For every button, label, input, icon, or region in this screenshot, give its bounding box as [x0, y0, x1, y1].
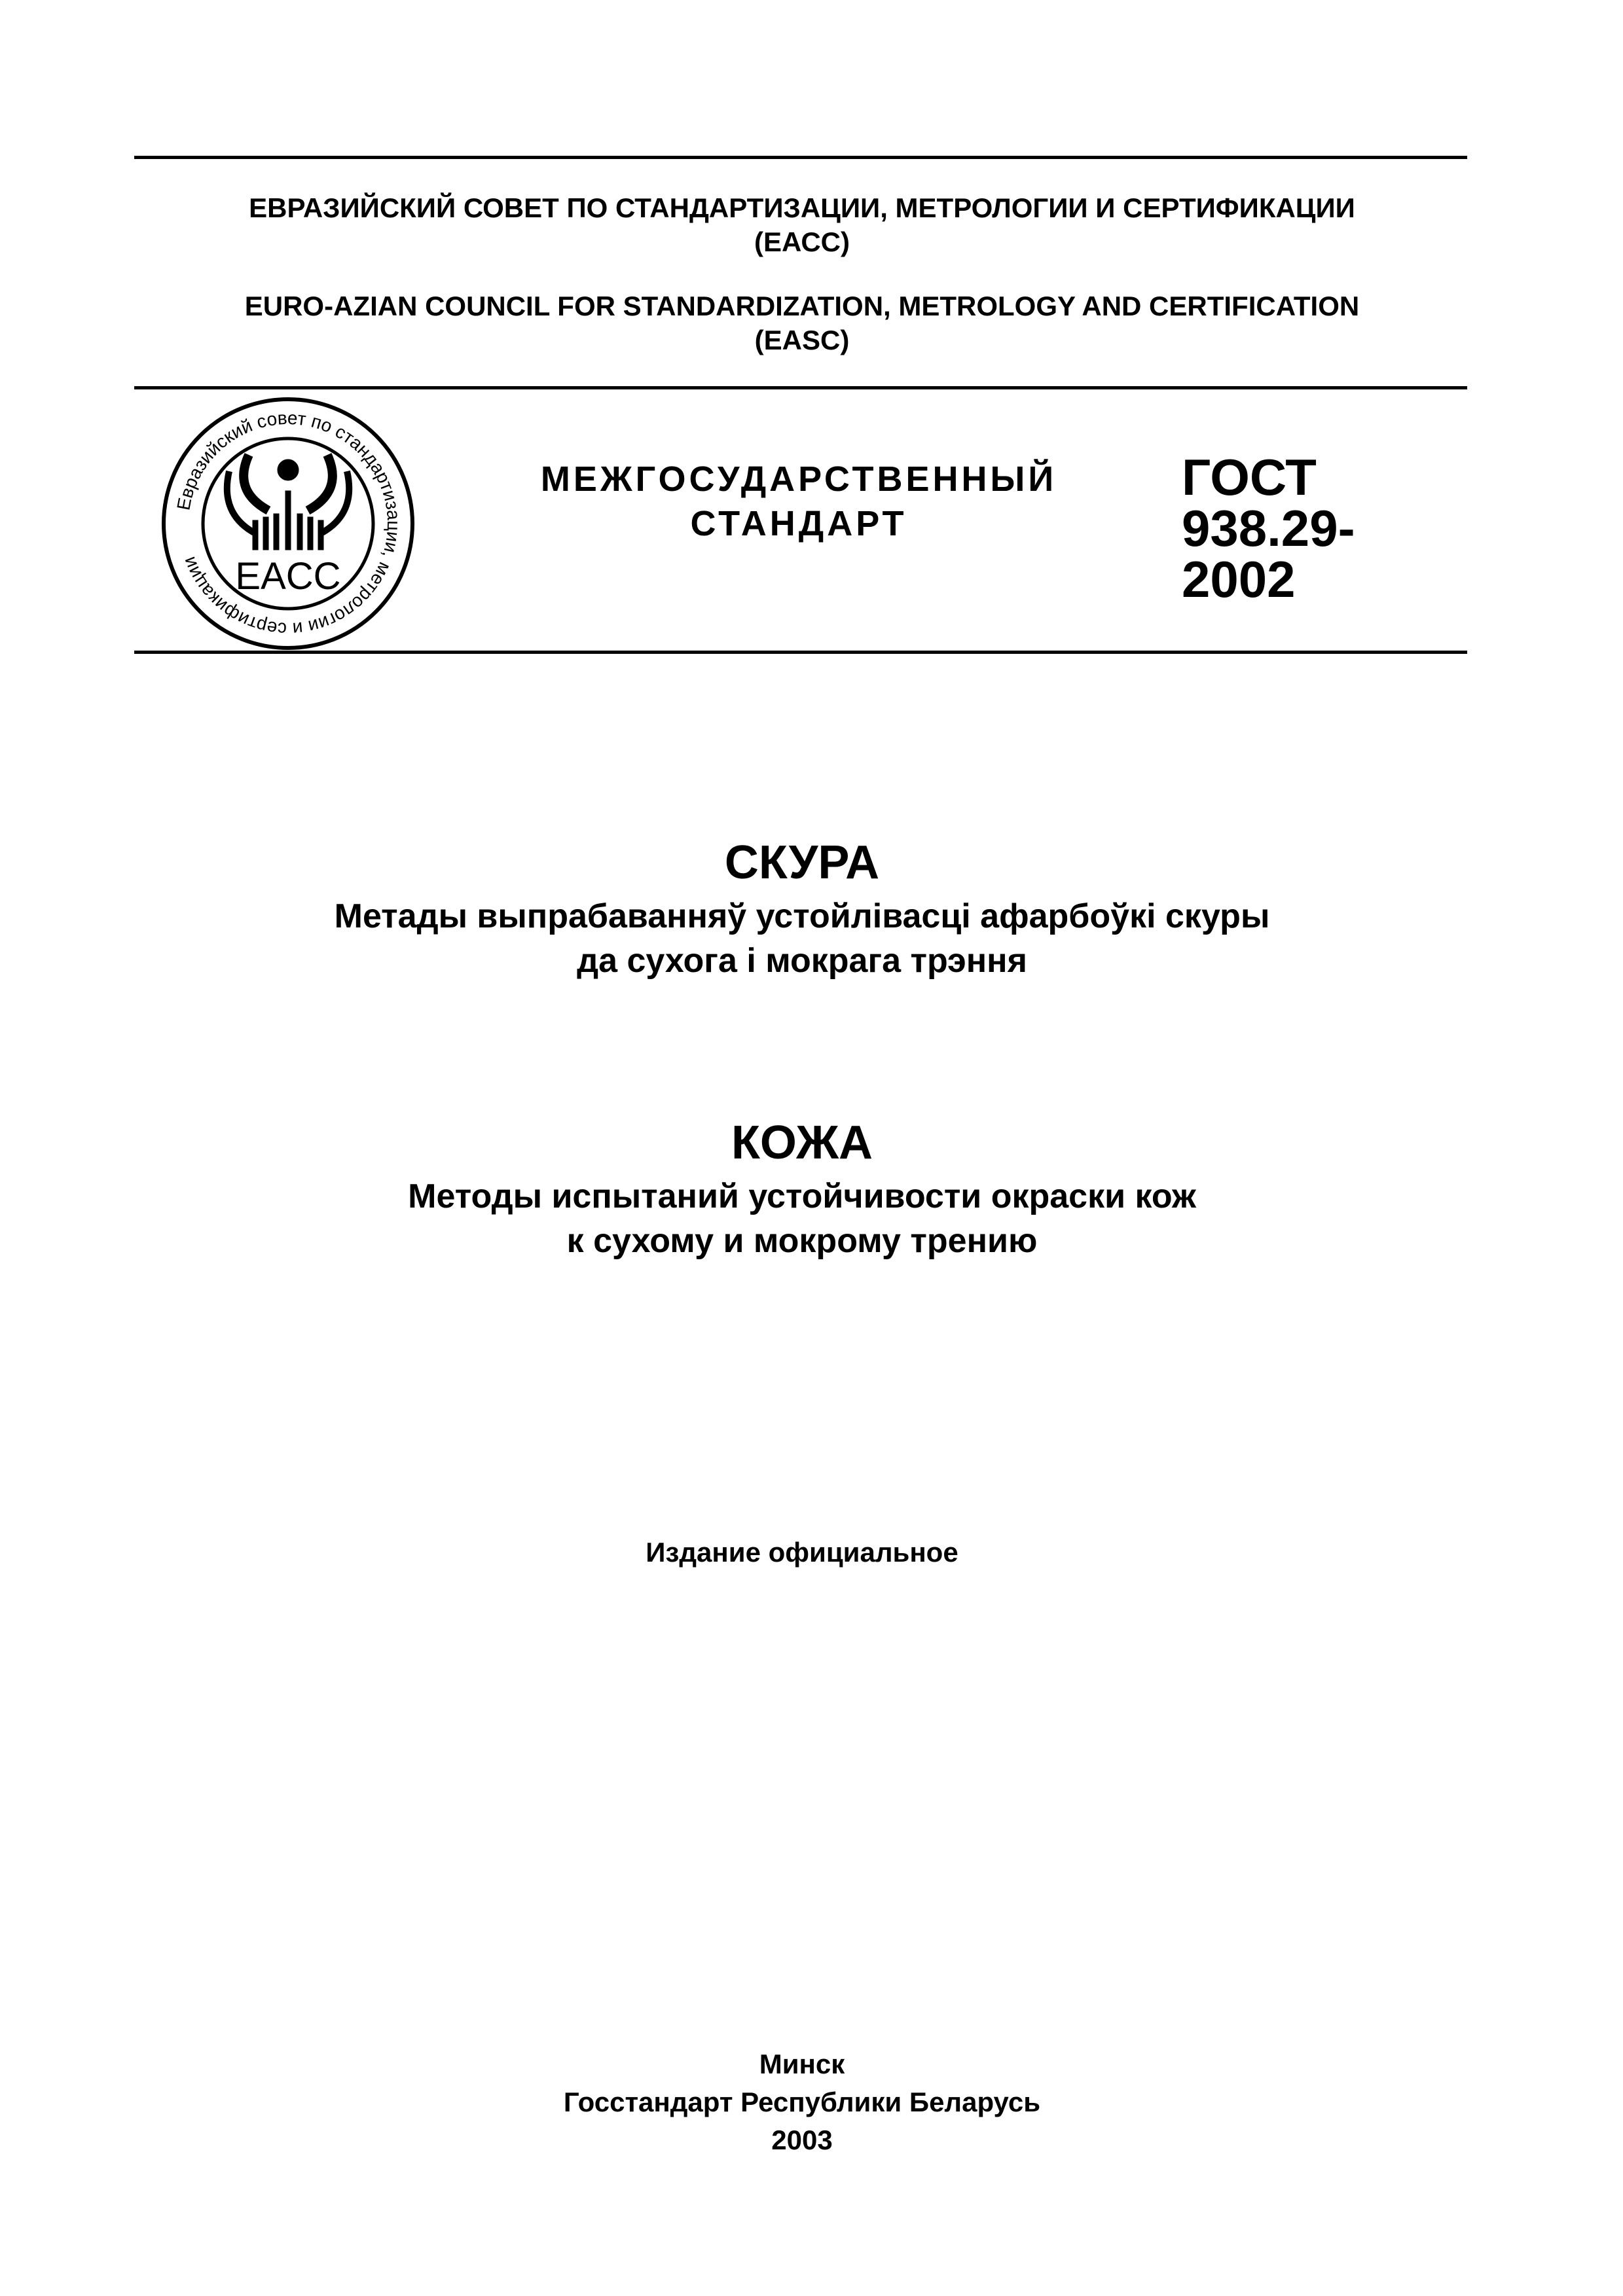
imprint-publisher: Госстандарт Республики Беларусь [563, 2087, 1041, 2117]
imprint-city: Минск [759, 2049, 845, 2079]
title-ru-sub1: Методы испытаний устойчивости окраски кож [408, 1177, 1196, 1215]
council-header [137, 191, 1467, 259]
title-russian [137, 1111, 1467, 1263]
council-bottom-rule [134, 386, 1467, 389]
imprint-year: 2003 [771, 2125, 833, 2155]
imprint [137, 2045, 1467, 2159]
designation-line1: ГОСТ [1182, 448, 1317, 506]
top-rule [134, 156, 1467, 159]
standard-type-line1: МЕЖГОСУДАРСТВЕННЫЙ [540, 459, 1057, 499]
standard-type [498, 457, 1100, 546]
logo-ring-text: Евразийский совет по стандартизации, метрологии и сертификации [173, 407, 405, 640]
council-abbr-en: (EASC) [754, 325, 850, 355]
standard-designation [1182, 448, 1444, 608]
edition-label: Издание официальное [646, 1537, 958, 1568]
designation-line2: 938.29- [1182, 499, 1355, 557]
title-by-sub2: да сухога і мокрага трэння [577, 942, 1027, 980]
title-ru-sub2: к сухому и мокрому трению [566, 1222, 1038, 1260]
council-header-en [137, 289, 1467, 357]
title-belarusian [137, 831, 1467, 983]
council-name-en: EURO-AZIAN COUNCIL FOR STANDARDIZATION, METROLOGY AND CERTIFICATION [244, 291, 1360, 321]
council-abbr-ru: (ЕАСС) [754, 226, 850, 257]
council-name-ru: ЕВРАЗИЙСКИЙ СОВЕТ ПО СТАНДАРТИЗАЦИИ, МЕТРОЛОГИИ И СЕРТИФИКАЦИИ [249, 192, 1355, 223]
title-by-main: СКУРА [724, 836, 880, 889]
logo-center-text: EACC [235, 555, 341, 598]
designation-line3: 2002 [1182, 550, 1296, 608]
eacc-logo-seal [157, 393, 419, 655]
standard-type-line2: СТАНДАРТ [690, 504, 907, 543]
title-ru-main: КОЖА [731, 1117, 873, 1169]
logo-emblem-icon [227, 455, 349, 550]
title-by-sub1: Метады выпрабаванняў устойлівасці афарбоўкі скуры [334, 897, 1270, 935]
